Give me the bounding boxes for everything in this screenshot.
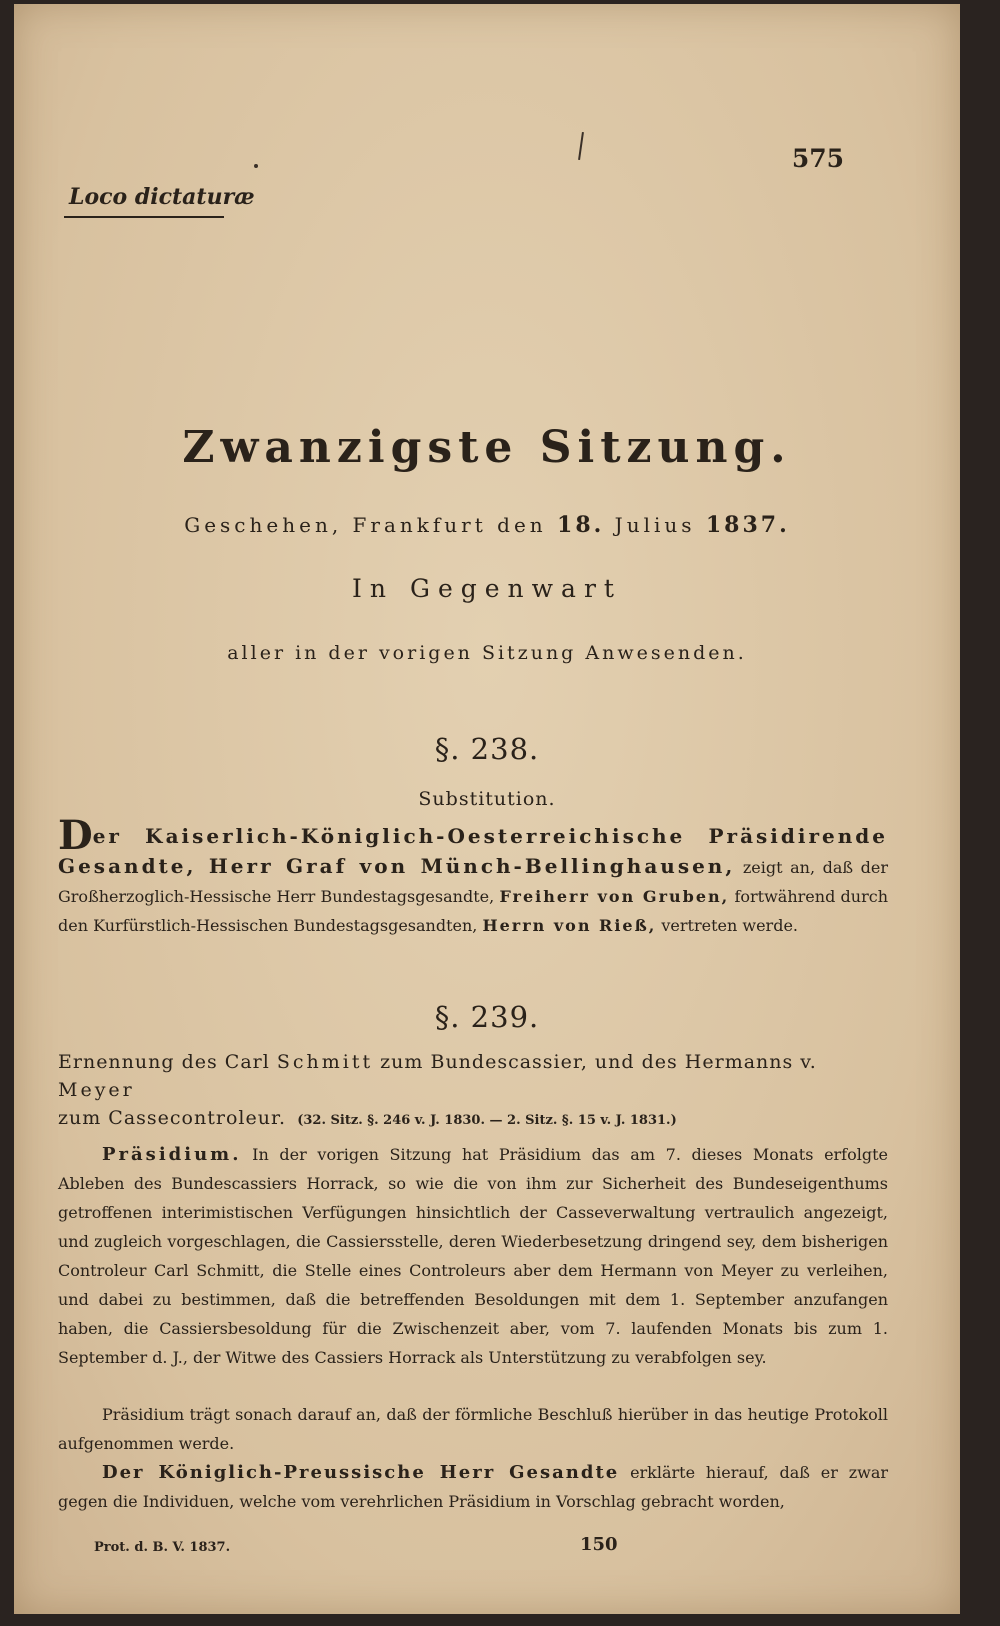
date-day: 18. <box>557 512 605 538</box>
prussian-envoy-lead: Der Königlich-Preussische Herr Gesandte <box>102 1462 620 1483</box>
heading-text-b: zum Bundescassier, und des Hermanns v. <box>380 1051 817 1073</box>
section-238-text-3: vertreten werde. <box>661 916 798 935</box>
section-239-text-2: Präsidium trägt sonach darauf an, daß der förmliche Beschluß hierüber in das heutige Protokoll aufgenommen werde. <box>58 1405 888 1453</box>
session-date <box>14 512 960 538</box>
pencil-mark <box>578 132 584 160</box>
section-238-text-1: zeigt an, daß der Großherzoglich-Hessische Herr Bundestagsgesandte, <box>58 858 888 906</box>
heading-text-a: Ernennung des Carl <box>58 1051 270 1073</box>
heading-text-c: zum Cassecontroleur. <box>58 1107 286 1129</box>
heading-name-1: Schmitt <box>276 1051 374 1073</box>
session-title: Zwanzigste Sitzung. <box>182 422 792 473</box>
date-text: Geschehen, Frankfurt den <box>184 513 547 537</box>
ink-dot <box>254 164 258 168</box>
section-239-paragraph-3 <box>58 1458 888 1516</box>
section-238-text-2: fortwährend durch den Kurfürstlich-Hessischen Bundestagsgesandten, <box>58 887 889 935</box>
section-238-name-1: Freiherr von Gruben, <box>499 887 730 906</box>
section-238-subtitle: Substitution. <box>418 788 556 810</box>
section-239-paragraph-2 <box>58 1400 888 1458</box>
page-number: 575 <box>791 144 844 173</box>
section-238-lead: er Kaiserlich-Königlich-Oesterreichische Präsidirende Gesandte, Herr Graf von Münch-Bellinghausen, <box>58 824 888 878</box>
praesidium-lead: Präsidium. <box>102 1144 242 1165</box>
section-239-text-3: erklärte hierauf, daß er zwar gegen die Individuen, welche vom verehrlichen Präsidium in Vorschlag gebracht worden, <box>58 1463 889 1511</box>
drop-initial: D <box>58 812 93 859</box>
section-239-number: §. 239. <box>434 1000 540 1034</box>
section-239-text-1: In der vorigen Sitzung hat Präsidium das am 7. dieses Monats erfolgte Ableben des Bundescassiers Horrack, so wie die von ihm zur Sicherheit des Bundeseigenthums getroffenen interimistischen Verfügungen hinsichtlich der Casseverwaltung vertraulich angezeigt, und zugleich vorgeschlagen, die Cassiersstelle, deren Wiederbesetzung dringend sey, dem bisherigen Controleur Carl Schmitt, die Stelle eines Controleurs aber dem Hermann von Meyer zu verleihen, und dabei zu bestimmen, daß die betreffenden Besoldungen mit dem 1. September anzufangen haben, die Cassiersbesoldung für die Zwischenzeit aber, vom 7. laufenden Monats bis zum 1. September d. J., der Witwe des Cassiers Horrack als Unterstützung zu verabfolgen sey. <box>58 1145 888 1367</box>
protocol-signature: Prot. d. B. V. 1837. <box>94 1540 231 1555</box>
section-238-number: §. 238. <box>434 732 540 766</box>
date-year: 1837. <box>705 512 790 538</box>
presence-heading: In Gegenwart <box>352 574 622 603</box>
section-238-name-2: Herrn von Rieß, <box>482 916 657 935</box>
section-238-paragraph <box>58 812 889 940</box>
stamp-underline <box>64 216 224 218</box>
heading-name-2: Meyer <box>58 1079 135 1101</box>
section-239-paragraph-1 <box>58 1140 888 1372</box>
date-month: Julius <box>614 513 696 537</box>
loco-dictaturae-stamp: Loco dictaturæ <box>69 184 255 210</box>
presence-text: aller in der vorigen Sitzung Anwesenden. <box>227 642 747 664</box>
sheet-number: 150 <box>580 1534 618 1555</box>
document-page <box>14 4 960 1614</box>
section-239-reference: (32. Sitz. §. 246 v. J. 1830. — 2. Sitz. §. 15 v. J. 1831.) <box>297 1113 677 1128</box>
